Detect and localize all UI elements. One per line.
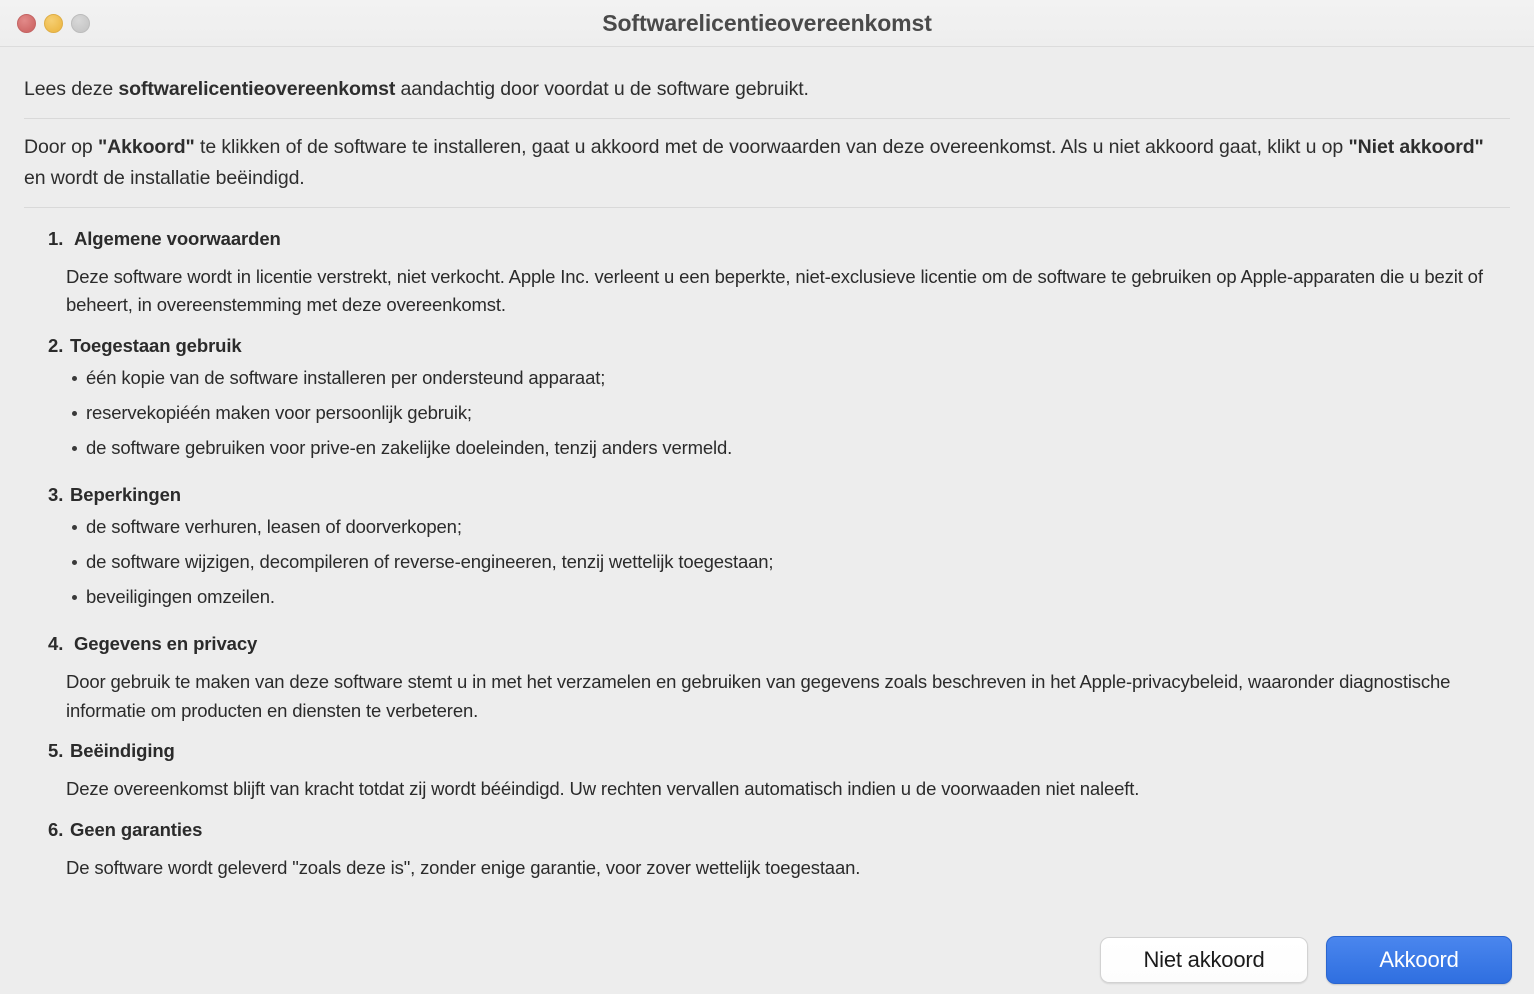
agreement-note-part3: en wordt de installatie beëindigd. bbox=[24, 166, 305, 189]
traffic-light-group bbox=[17, 0, 90, 46]
intro-text bbox=[24, 47, 1510, 102]
license-content bbox=[0, 47, 1534, 994]
agreement-note-bold-decline: "Niet akkoord" bbox=[1348, 136, 1484, 159]
intro-text-bold: softwarelicentieovereenkomst bbox=[118, 78, 396, 100]
window-titlebar bbox=[0, 0, 1534, 47]
dialog-button-bar bbox=[1100, 936, 1512, 984]
license-sections bbox=[24, 208, 1510, 888]
section-number-3: 3. bbox=[48, 484, 64, 506]
section-heading-3 bbox=[24, 474, 1510, 506]
list-item: de software wijzigen, decompileren of reverse-engineeren, tenzij wettelijk toegestaan; bbox=[24, 551, 1510, 573]
section-paragraph-1: Deze software wordt in licentie verstrekt, niet verkocht. Apple Inc. verleent u een beperkte, niet-exclusieve licentie om de software te gebruiken op Apple-apparaten die u bezit of beheert, in overeenstemming met deze overeenkomst. bbox=[66, 265, 1483, 316]
section-title-5: Beëindiging bbox=[70, 740, 175, 762]
list-item: reservekopiéén maken voor persoonlijk gebruik; bbox=[24, 402, 1510, 424]
agreement-note-bold-accept: "Akkoord" bbox=[98, 136, 195, 159]
section-paragraph-6: De software wordt geleverd "zoals deze is", zonder enige garantie, voor zover wettelijk toegestaan. bbox=[66, 857, 861, 879]
minimize-window-button[interactable] bbox=[44, 14, 63, 33]
window-title: Softwarelicentieovereenkomst bbox=[602, 9, 932, 36]
intro-text-before: Lees deze bbox=[24, 78, 119, 100]
zoom-window-button[interactable] bbox=[71, 14, 90, 33]
section-paragraph-4: Door gebruik te maken van deze software stemt u in met het verzamelen en gebruiken van gegevens zoals beschreven in het Apple-privacybeleid, waaronder diagnostische informatie om producten en diensten te verbeteren. bbox=[66, 671, 1451, 721]
section-number-1: 1. bbox=[48, 227, 64, 249]
agreement-note-part1: Door op bbox=[24, 136, 98, 159]
section-number-5: 5. bbox=[48, 740, 64, 762]
section-heading-6 bbox=[24, 809, 1510, 841]
intro-text-after: aandachtig door voordat u de software gebruikt. bbox=[395, 78, 809, 100]
section-heading-5 bbox=[24, 730, 1510, 762]
section-bullets-2 bbox=[24, 357, 1510, 474]
section-heading-4 bbox=[24, 623, 1510, 655]
list-item: de software verhuren, leasen of doorverkopen; bbox=[24, 516, 1510, 538]
agreement-note-text bbox=[24, 119, 1510, 192]
list-item: beveiligingen omzeilen. bbox=[24, 586, 1510, 608]
section-heading-1 bbox=[24, 218, 1510, 250]
accept-button[interactable]: Akkoord bbox=[1326, 936, 1512, 984]
close-window-button[interactable] bbox=[17, 14, 36, 33]
section-title-1: Algemene voorwaarden bbox=[74, 227, 281, 249]
decline-button[interactable]: Niet akkoord bbox=[1100, 937, 1308, 983]
list-item: één kopie van de software installeren per ondersteund apparaat; bbox=[24, 367, 1510, 389]
section-paragraph-5: Deze overeenkomst blijft van kracht totdat zij wordt bééindigd. Uw rechten vervallen automatisch indien u de voorwaaden niet naleeft. bbox=[66, 778, 1140, 800]
section-title-6: Geen garanties bbox=[70, 819, 203, 841]
section-heading-2 bbox=[24, 325, 1510, 357]
section-number-2: 2. bbox=[48, 335, 64, 357]
section-number-4: 4. bbox=[48, 633, 64, 655]
section-number-6: 6. bbox=[48, 819, 64, 841]
section-title-3: Beperkingen bbox=[70, 484, 181, 506]
section-title-2: Toegestaan gebruik bbox=[70, 335, 242, 357]
agreement-note-part2: te klikken of de software te installeren, gaat u akkoord met de voorwaarden van deze overeenkomst. Als u niet akkoord gaat, klikt u op bbox=[194, 136, 1349, 159]
section-bullets-3 bbox=[24, 506, 1510, 623]
section-title-4: Gegevens en privacy bbox=[74, 633, 258, 655]
list-item: de software gebruiken voor prive-en zakelijke doeleinden, tenzij anders vermeld. bbox=[24, 437, 1510, 459]
